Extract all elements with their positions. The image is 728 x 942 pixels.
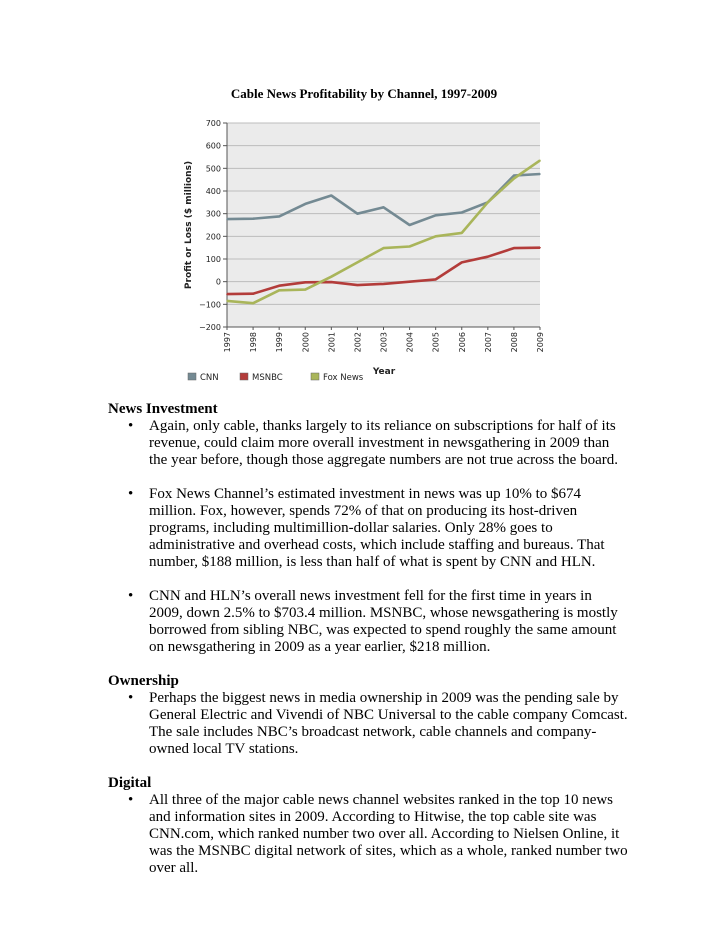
data-point: [304, 289, 306, 291]
x-tick-label: 2000: [301, 332, 311, 353]
x-tick-label: 2008: [509, 332, 519, 353]
data-point: [383, 247, 385, 249]
data-point: [252, 293, 254, 295]
data-point: [278, 216, 280, 218]
data-point: [461, 262, 463, 264]
data-point: [304, 203, 306, 205]
y-tick-label: 100: [205, 255, 221, 264]
x-tick-label: 2003: [379, 332, 389, 353]
x-tick-label: 2006: [457, 332, 467, 353]
news-investment-list: [108, 418, 628, 656]
x-tick-label: 2005: [431, 332, 441, 353]
list-item: [108, 486, 628, 571]
list-item: [108, 792, 628, 877]
chart-title: Cable News Profitability by Channel, 1997-2009: [230, 86, 498, 101]
y-axis-label: Profit or Loss ($ millions): [184, 160, 194, 290]
y-tick-label: 400: [205, 187, 221, 196]
data-point: [331, 195, 333, 197]
profitability-chart: [0, 0, 728, 395]
list-item: [108, 690, 628, 758]
legend-label: MSNBC: [252, 373, 283, 383]
data-point: [357, 213, 359, 215]
list-item-text: Again, only cable, thanks largely to its reliance on subscriptions for half of its revenue, could claim more overall investment in newsgathering in 2009 than the year before, though those aggregate numbers are not true across the board.: [149, 418, 618, 468]
x-tick-label: 1997: [223, 332, 232, 353]
data-point: [331, 281, 333, 283]
bullet-icon: •: [128, 418, 134, 434]
x-tick-label: 1999: [275, 332, 285, 353]
data-point: [383, 207, 385, 209]
section-heading-news-investment: News Investment: [108, 401, 218, 417]
x-tick-label: 2001: [327, 332, 337, 353]
data-point: [513, 178, 515, 180]
data-point: [461, 232, 463, 234]
bullet-icon: •: [128, 588, 134, 604]
bullet-icon: •: [128, 792, 134, 808]
data-point: [357, 284, 359, 286]
plot-area: [227, 123, 540, 327]
legend-label: CNN: [200, 373, 219, 383]
x-tick-label: 2009: [536, 332, 545, 353]
data-point: [278, 289, 280, 291]
section-heading-ownership: Ownership: [108, 673, 179, 689]
y-tick-label: 600: [205, 141, 221, 151]
data-point: [487, 202, 489, 204]
data-point: [435, 214, 437, 216]
data-point: [226, 218, 228, 220]
data-point: [226, 293, 228, 295]
x-tick-label: 2004: [405, 332, 415, 353]
y-tick-label: 700: [205, 119, 221, 128]
list-item: [108, 418, 628, 469]
y-tick-label: 500: [205, 164, 221, 174]
digital-list: [108, 792, 628, 877]
y-tick-label: 300: [205, 209, 221, 219]
bullet-icon: •: [128, 486, 134, 502]
data-point: [278, 285, 280, 287]
list-item-text: Perhaps the biggest news in media ownership in 2009 was the pending sale by General Electric and Vivendi of NBC Universal to the cable company Comcast. The sale includes NBC’s broadcast network, cable channels and company-owned local TV stations.: [149, 690, 628, 757]
legend-label: Fox News: [323, 373, 364, 383]
data-point: [539, 173, 541, 175]
data-point: [331, 276, 333, 278]
data-point: [487, 256, 489, 258]
data-point: [409, 246, 411, 248]
ownership-list: [108, 690, 628, 758]
data-point: [304, 282, 306, 284]
data-point: [409, 281, 411, 283]
list-item: [108, 588, 628, 656]
data-point: [435, 279, 437, 281]
list-item-text: CNN and HLN’s overall news investment fell for the first time in years in 2009, down 2.5% to $703.4 million. MSNBC, whose newsgathering is mostly borrowed from sibling NBC, was expected to spend roughly the same amount on newsgathering in 2009 as a year earlier, $218 million.: [149, 588, 618, 655]
data-point: [409, 224, 411, 226]
y-tick-label: 0: [215, 277, 221, 287]
data-point: [383, 283, 385, 285]
data-point: [357, 262, 359, 264]
y-tick-label: −200: [199, 323, 221, 332]
data-point: [252, 218, 254, 220]
y-tick-label: 200: [205, 232, 221, 242]
y-tick-label: −100: [199, 300, 221, 310]
x-tick-label: 2002: [353, 332, 363, 353]
data-point: [461, 212, 463, 214]
list-item-text: Fox News Channel’s estimated investment in news was up 10% to $674 million. Fox, however, spends 72% of that on producing its host-driven programs, including multimillion-dollar salaries. Only 28% goes to administrative and overhead costs, which include staffing and bureaus. That number, $188 million, is less than half of what is spent by CNN and HLN.: [149, 486, 605, 570]
legend-swatch: [240, 373, 248, 380]
bullet-icon: •: [128, 690, 134, 706]
data-point: [226, 300, 228, 302]
data-point: [539, 247, 541, 249]
data-point: [513, 247, 515, 249]
x-tick-label: 2007: [483, 332, 493, 353]
section-heading-digital: Digital: [108, 775, 152, 791]
x-tick-label: 1998: [249, 332, 259, 353]
data-point: [435, 236, 437, 238]
article-body: [108, 401, 628, 877]
data-point: [539, 160, 541, 162]
list-item-text: All three of the major cable news channel websites ranked in the top 10 news and information sites in 2009. According to Hitwise, the top cable site was CNN.com, which ranked number two over all. According to Nielsen Online, it was the MSNBC digital network of sites, which as a whole, ranked number two over all.: [149, 792, 628, 876]
legend-swatch: [188, 373, 196, 380]
data-point: [513, 175, 515, 177]
data-point: [252, 302, 254, 304]
legend-swatch: [311, 373, 319, 380]
x-axis-label: Year: [372, 367, 396, 377]
